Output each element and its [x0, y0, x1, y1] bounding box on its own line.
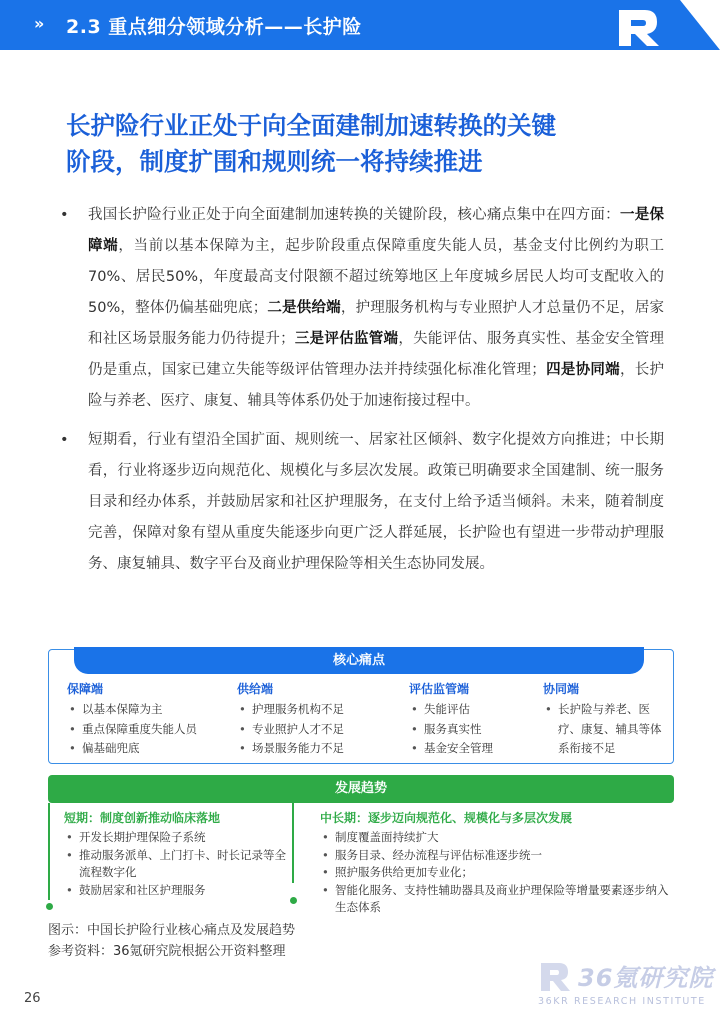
list-item: • 场景服务能力不足 [237, 739, 397, 759]
list-item: • 制度覆盖面持续扩大 [320, 829, 672, 847]
figure-source: 参考资料：36氪研究院根据公开资料整理 [48, 944, 286, 959]
trends-mid-dot-icon [290, 897, 297, 904]
bullet-text: ，护理服务机构与专业照护人才总量仍不足，居家和社区场景服务能力仍待提升； [88, 300, 665, 347]
pain-column-heading: 保障端 [67, 682, 104, 696]
bullet-dot-icon: • [60, 207, 69, 223]
section-header [0, 0, 720, 50]
figure-caption [48, 920, 295, 962]
brand-logo-icon [615, 8, 663, 48]
trends-left-line [48, 803, 50, 900]
bullet-dot-icon: • [60, 432, 69, 448]
bullet-text: ，当前以基本保障为主，起步阶段重点保障重度失能人员，基金支付比例约为职工70%、居民50%，年度最高支付限额不超过统筹地区上年度城乡居民人均可支配收入的50%，整体仍偏基础兜底； [88, 238, 665, 316]
pain-points-title: 核心痛点 [332, 653, 385, 668]
bullet-keyword: 四是协同端 [545, 362, 620, 378]
watermark-subtext: 36KR RESEARCH INSTITUTE [538, 996, 706, 1007]
bullet-text: 短期看，行业有望沿全国扩面、规则统一、居家社区倾斜、数字化提效方向推进；中长期看，行业将逐步迈向规范化、规模化与多层次发展。政策已明确要求全国建制、统一服务目录和经办体系，并鼓励居家和社区护理服务，在支付上给予适当倾斜。未来，随着制度完善，保障对象有望从重度失能逐步向更广泛人群延展，长护险也有望进一步带动护理服务、康复辅具、数字平台及商业护理保险等相关生态协同发展。 [88, 432, 664, 572]
pain-column-heading: 供给端 [237, 682, 274, 696]
list-item: • 服务真实性 [409, 720, 539, 740]
trends-panel [48, 775, 674, 914]
pain-points-panel [48, 649, 674, 764]
pain-column-heading: 评估监管端 [409, 682, 470, 696]
bullet-keyword: 一是保障端 [88, 207, 665, 254]
bullet-text: ，失能评估、服务真实性、基金安全管理仍是重点，国家已建立失能等级评估管理办法并持续强化标准化管理； [88, 331, 665, 378]
list-item: • 推动服务派单、上门打卡、时长记录等全流程数字化 [64, 847, 286, 882]
list-item: • 护理服务机构不足 [237, 700, 397, 720]
trend-column-heading: 短期：制度创新推动临床落地 [64, 811, 221, 825]
bullet-item-trends [60, 425, 664, 580]
list-item: • 基金安全管理 [409, 739, 539, 759]
list-item: • 重点保障重度失能人员 [67, 720, 237, 740]
page-title [66, 108, 666, 180]
list-item: • 开发长期护理保险子系统 [64, 829, 286, 847]
trend-column-heading: 中长期：逐步迈向规范化、规模化与多层次发展 [320, 811, 573, 825]
pain-points-tab [74, 647, 644, 674]
page-number: 26 [24, 991, 41, 1006]
header-corner-cut [680, 0, 720, 50]
pain-column-supply [237, 680, 397, 759]
watermark-text: 36氪研究院 [578, 964, 714, 992]
list-item: • 失能评估 [409, 700, 539, 720]
trend-column-long [320, 809, 672, 917]
list-item: • 鼓励居家和社区护理服务 [64, 882, 286, 900]
bullet-item-pain-points [60, 200, 664, 417]
trends-tab [48, 775, 674, 803]
bullet-text: 我国长护险行业正处于向全面建制加速转换的关键阶段，核心痛点集中在四方面： [88, 207, 620, 223]
section-title: 2.3 重点细分领域分析——长护险 [66, 16, 362, 38]
bullet-list [60, 200, 664, 580]
figure-title: 图示：中国长护险行业核心痛点及发展趋势 [48, 923, 296, 938]
pain-column-coordination [543, 680, 667, 759]
list-item: • 专业照护人才不足 [237, 720, 397, 740]
list-item: • 服务目录、经办流程与评估标准逐步统一 [320, 847, 672, 865]
bullet-text: ，长护险与养老、医疗、康复、辅具等体系仍处于加速衔接过程中。 [88, 362, 665, 409]
bullet-keyword: 二是供给端 [267, 300, 341, 316]
pain-column-regulation [409, 680, 539, 759]
trends-title: 发展趋势 [334, 781, 387, 796]
watermark-logo-icon [538, 961, 572, 993]
pain-column-heading: 协同端 [543, 682, 580, 696]
trends-divider-line [292, 803, 294, 883]
list-item: • 照护服务供给更加专业化； [320, 864, 672, 882]
chevron-right-icon: » [34, 14, 45, 33]
trend-column-short [64, 809, 286, 899]
list-item: • 偏基础兜底 [67, 739, 237, 759]
pain-column-guarantee [67, 680, 237, 759]
page-title-line-1: 长护险行业正处于向全面建制加速转换的关键 [66, 111, 556, 140]
list-item: • 长护险与养老、医疗、康复、辅具等体系衔接不足 [543, 700, 667, 759]
page-title-line-2: 阶段，制度扩围和规则统一将持续推进 [66, 147, 483, 176]
list-item: • 以基本保障为主 [67, 700, 237, 720]
bullet-keyword: 三是评估监管端 [294, 331, 399, 347]
list-item: • 智能化服务、支持性辅助器具及商业护理保险等增量要素逐步纳入生态体系 [320, 882, 672, 917]
trends-left-dot-icon [46, 903, 53, 910]
